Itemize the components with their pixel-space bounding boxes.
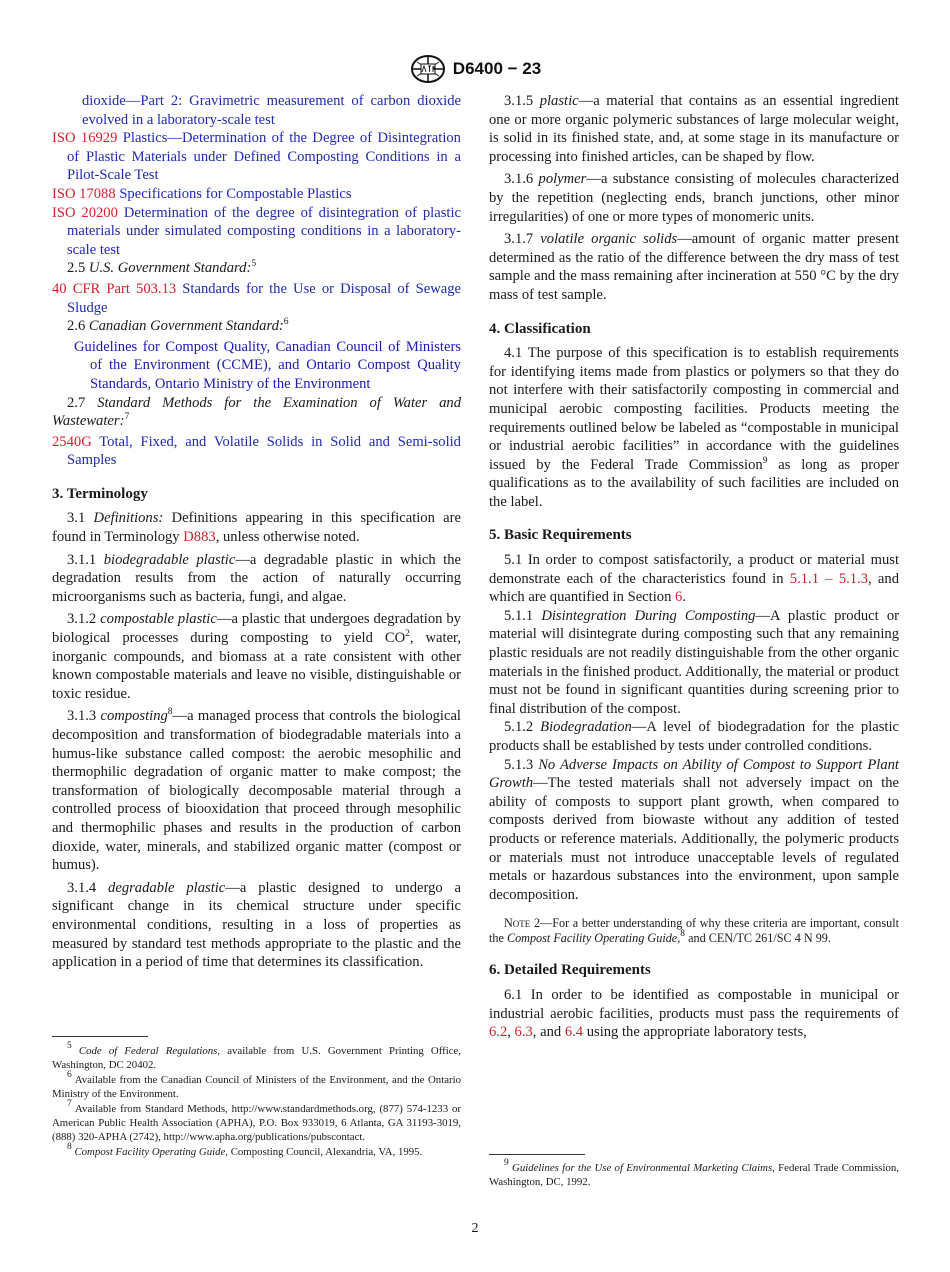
- paragraph-number: 6.1: [504, 986, 523, 1003]
- paragraph-number: 5.1: [504, 552, 523, 569]
- footnote-divider-right: [489, 1154, 585, 1155]
- paragraph-text: , water, inorganic compounds, and biomass at a rate consistent with other known compostable materials and leave no visible, distinguishable or toxic residue.: [52, 630, 461, 702]
- paragraph-4-1: [489, 344, 899, 511]
- paragraph-3-1-2: [52, 610, 461, 703]
- term: plastic: [539, 93, 579, 109]
- reference-code[interactable]: ISO 17088: [52, 185, 116, 202]
- footnote-number: 7: [67, 1099, 72, 1110]
- section-title: U.S. Government Standard:: [88, 260, 252, 277]
- section-2-6: [52, 317, 461, 336]
- left-column: [52, 92, 461, 976]
- footnote-5: [52, 1041, 462, 1072]
- reference-title[interactable]: Determination of the degree of disintegration of plastic materials under simulated composting conditions in a laboratory-scale test: [67, 204, 461, 258]
- reference-title[interactable]: Plastics—Determination of the Degree of Disintegration of Plastic Materials under Defined Composting Conditions in a Pilot-Scale Test: [67, 130, 461, 184]
- section-heading-classification: 4. Classification: [489, 320, 591, 337]
- reference-link[interactable]: D883: [183, 529, 216, 546]
- term: No Adverse Impacts on Ability of Compost to Support Plant Growth: [489, 756, 899, 792]
- section-2-5: [52, 259, 461, 278]
- paragraph-text: In order to compost satisfactorily, a product or material must demonstrate each of the characteristics found in: [489, 552, 899, 587]
- term: composting: [100, 708, 168, 725]
- paragraph-number: 3.1.6: [504, 171, 534, 188]
- term: Biodegradation: [540, 719, 632, 736]
- footnote-9: [489, 1158, 900, 1189]
- section-heading-basic-requirements: 5. Basic Requirements: [489, 527, 632, 544]
- reference-2540g[interactable]: [52, 433, 461, 470]
- footnote-number: 5: [67, 1041, 72, 1051]
- footnotes-left: [52, 1041, 462, 1162]
- paragraph-5-1-1: [489, 607, 899, 719]
- reference-code[interactable]: 40 CFR Part 503.13: [52, 280, 177, 297]
- paragraph-number: 3.1.7: [504, 231, 534, 248]
- page-header: [0, 54, 950, 84]
- paragraph-6-1: [489, 986, 899, 1042]
- reference-title[interactable]: Ontario Compost Quality Standards, Ontario Ministry of the Environment: [90, 357, 461, 392]
- section-number: 2.7: [67, 394, 86, 411]
- reference-code[interactable]: ISO 20200: [52, 204, 118, 221]
- paragraph-text: using the appropriate laboratory tests,: [583, 1024, 807, 1041]
- reference-iso14855-continued[interactable]: dioxide—Part 2: Gravimetric measurement of carbon dioxide evolved in a laboratory-scale test: [82, 93, 461, 128]
- paragraph-text: .: [682, 589, 686, 606]
- footnote-text: Available from the Canadian Council of Ministers of the Environment, and the Ontario Ministry of the Environment.: [52, 1074, 461, 1100]
- paragraph-text: In order to be identified as compostable in municipal or industrial aerobic facilities, products must pass the requirements of: [489, 986, 899, 1022]
- footnotes-right: [489, 1158, 900, 1191]
- footnote-title: Code of Federal Regulations: [78, 1045, 218, 1057]
- footnote-text: , Composting Council, Alexandria, VA, 1995.: [225, 1146, 423, 1159]
- footnote-title: Guidelines for the Use of Environmental Marketing Claims: [512, 1162, 773, 1174]
- paragraph-number: 5.1.1: [504, 607, 534, 624]
- paragraph-number: 3.1.1: [67, 551, 97, 568]
- footnote-7: [52, 1099, 461, 1144]
- paragraph-text: —a managed process that controls the biological decomposition and transformation of biodegradable materials into a humus-like substance called compost: the aerobic mesophilic and thermophilic degradation of organic matter to make compost; the transformation of biologically decomposable material through a controlled process of biooxidation that proceed through mesophilic and thermophilic phases and results in the production of carbon dioxide, water, minerals, and stabilized organic matter (compost or humus).: [52, 708, 461, 874]
- footnote-text: , available from U.S. Government Printing Office, Washington, DC 20402.: [52, 1045, 462, 1071]
- paragraph-3-1-3: [52, 707, 461, 874]
- paragraph-number: 3.1.4: [67, 879, 97, 896]
- paragraph-text: —a material that contains as an essential ingredient one or more organic polymeric substances of large molecular weight, is solid in its finished state, and, at some stage in its manufacture or processing into finished articles, can be shaped by flow.: [489, 93, 899, 165]
- paragraph-5-1-3: [489, 756, 899, 905]
- footnote-number: 9: [504, 1158, 509, 1168]
- paragraph-text: Definitions appearing in this specification are found in Terminology: [52, 510, 461, 546]
- paragraph-3-1-5: [489, 92, 899, 166]
- paragraph-5-1-2: [489, 718, 899, 755]
- paragraph-number: 3.1.2: [67, 611, 97, 628]
- reference-link[interactable]: 6: [675, 589, 683, 606]
- section-heading-detailed-requirements: 6. Detailed Requirements: [489, 962, 651, 979]
- paragraph-text: —The tested materials shall not adversely impact on the ability of composts to support plant growth, when compared to composts derived from biowaste without any addition of tested products or reference materials. Additionally, the polymeric products or materials must not introduce unacceptable levels of regulated metals or hazardous substances into the environment, upon sample decomposition.: [489, 775, 899, 903]
- footnote-ref[interactable]: 6: [283, 317, 289, 328]
- paragraph-5-1: [489, 551, 899, 607]
- reference-title[interactable]: Specifications for Compostable Plastics: [119, 185, 352, 202]
- paragraph-number: 3.1.5: [504, 93, 534, 109]
- reference-link[interactable]: 5.1.1 – 5.1.3: [789, 570, 869, 587]
- document-designation: D6400 − 23: [452, 59, 542, 78]
- footnote-number: 6: [67, 1070, 72, 1081]
- section-heading-terminology: 3. Terminology: [52, 485, 148, 502]
- astm-logo-icon: [409, 54, 447, 84]
- reference-link[interactable]: 6.4: [564, 1024, 584, 1041]
- paragraph-number: 3.1: [67, 510, 86, 527]
- paragraph-text: , and which are quantified in Section: [489, 570, 900, 606]
- page-number: 2: [471, 1221, 479, 1236]
- paragraph-text: , and: [532, 1024, 565, 1041]
- paragraph-text: , unless otherwise noted.: [215, 529, 360, 546]
- note-text: —For a better understanding of why these criteria are important, consult the: [489, 916, 900, 946]
- reference-ccme[interactable]: [52, 338, 461, 394]
- footnote-divider-left: [52, 1036, 148, 1037]
- term: degradable plastic: [108, 879, 226, 896]
- paragraph-3-1-7: [489, 230, 899, 304]
- note-title: Compost Facility Operating Guide: [506, 931, 678, 946]
- paragraph-text: —a substance consisting of molecules characterized by the repetition (neglecting ends, branch junctions, other minor irregularities) of one or more types of monomeric units.: [489, 171, 900, 225]
- paragraph-text: —A level of biodegradation for the plastic products shall be established by tests under controlled conditions.: [489, 719, 899, 754]
- footnote-number: 8: [67, 1142, 72, 1153]
- reference-iso16929[interactable]: [52, 129, 461, 185]
- paragraph-text: as long as proper qualifications as to the availability of such facilities are included on the label.: [489, 456, 899, 510]
- footnote-8: [52, 1142, 461, 1160]
- paragraph-text: —amount of organic matter present determined as the ratio of the difference between the dry mass of test sample and the mass remaining after incineration at 550 °C by the dry mass of test sample.: [489, 231, 900, 303]
- section-title: Standard Methods for the Examination of Water and Wastewater:: [52, 394, 461, 430]
- section-2-7: [52, 394, 461, 431]
- paragraph-3-1: [52, 509, 461, 546]
- note-label: Note 2: [504, 916, 541, 931]
- reference-iso17088[interactable]: [52, 185, 461, 204]
- footnote-ref[interactable]: 5: [251, 259, 257, 270]
- paragraph-number: 4.1: [504, 345, 523, 362]
- paragraph-number: 5.1.3: [504, 756, 534, 773]
- footnote-ref[interactable]: 9: [762, 455, 768, 466]
- term: Disintegration During Composting: [541, 607, 756, 624]
- footnote-6: [52, 1070, 461, 1101]
- paragraph-number: 5.1.2: [504, 719, 534, 736]
- footnote-ref[interactable]: 8: [167, 707, 173, 718]
- term: biodegradable plastic: [103, 551, 236, 568]
- paragraph-text: —a plastic designed to undergo a significant change in its chemical structure under specific environmental conditions, resulting in a loss of properties as measured by standard test methods appropriate to the plastic and the application in a period of time that determines its classification.: [52, 879, 461, 971]
- paragraph-text: —a degradable plastic in which the degradation results from the action of naturally occurring microorganisms such as bacteria, fungi, and algae.: [52, 551, 462, 605]
- reference-code[interactable]: ISO 16929: [52, 130, 118, 147]
- note-2: Note 2—For a better understanding of why these criteria are important, consult the Compost Facility Operating Guide,$^8$ and CEN/TC 261/SC 4 N 99.: [489, 916, 900, 946]
- footnote-title: Compost Facility Operating Guide: [74, 1146, 226, 1159]
- reference-title[interactable]: Total, Fixed, and Volatile Solids in Solid and Semi-solid Samples: [67, 433, 461, 469]
- reference-code[interactable]: 2540G: [52, 433, 92, 450]
- reference-iso20200[interactable]: [52, 204, 461, 260]
- paragraph-text: —a plastic that undergoes degradation by biological processes during composting to yield CO: [52, 611, 461, 647]
- note-text: and CEN/TC 261/SC 4 N 99.: [685, 931, 831, 946]
- reference-cfr[interactable]: [52, 280, 461, 317]
- paragraph-text: ,: [507, 1024, 515, 1041]
- term: Definitions:: [93, 510, 164, 527]
- paragraph-3-1-4: [52, 879, 461, 972]
- paragraph-text: —A plastic product or material will disintegrate during composting such that any remaining plastic residuals are not readily distinguishable from the other organic materials in the finished product. Additionally, the material or product must not be found in significant quantities during screening prior to final distribution of the compost.: [489, 607, 899, 717]
- reference-link[interactable]: 6.3: [514, 1024, 533, 1041]
- section-number: 2.6: [67, 318, 86, 335]
- term: volatile organic solids: [540, 231, 678, 248]
- term: compostable plastic: [100, 611, 217, 628]
- paragraph-3-1-6: [489, 170, 899, 226]
- footnote-text: , Federal Trade Commission, Washington, DC, 1992.: [489, 1162, 900, 1188]
- paragraph-number: 3.1.3: [67, 708, 97, 725]
- footnote-text: Available from Standard Methods, http://www.standardmethods.org, (877) 574-1233 or American Public Health Association (APHA), P.O. Box 933019, 6 Atlanta, GA 31193-3019, (888) 320-APHA (2742), http://www.apha.org/publications/pubscontact.: [52, 1103, 461, 1143]
- term: polymer: [538, 171, 587, 188]
- paragraph-text: The purpose of this specification is to establish requirements for identifying items made from plastics or polymers so that they do not interfere with their satisfactorily composting in commercial and municipal aerobic composting facilities. Products meeting the requirements outlined below be labeled as “compostable in municipal or industrial aerobic facilities” in accordance with the guidelines issued by the Federal Trade Commission: [489, 345, 899, 473]
- reference-link[interactable]: 6.2: [489, 1024, 508, 1041]
- footnote-ref[interactable]: 7: [124, 412, 130, 423]
- right-column: [489, 92, 899, 1046]
- section-title: Canadian Government Standard:: [88, 318, 284, 335]
- section-number: 2.5: [67, 260, 86, 277]
- reference-title[interactable]: Guidelines for Compost Quality, Canadian Council of Ministers of the Environment (CCME): [74, 338, 461, 374]
- paragraph-3-1-1: [52, 551, 461, 607]
- subscript: 2: [405, 629, 410, 640]
- reference-title[interactable]: Standards for the Use or Disposal of Sewage Sludge: [67, 280, 461, 316]
- footnote-ref[interactable]: 8: [680, 929, 686, 940]
- reference-separator: , and: [267, 357, 307, 374]
